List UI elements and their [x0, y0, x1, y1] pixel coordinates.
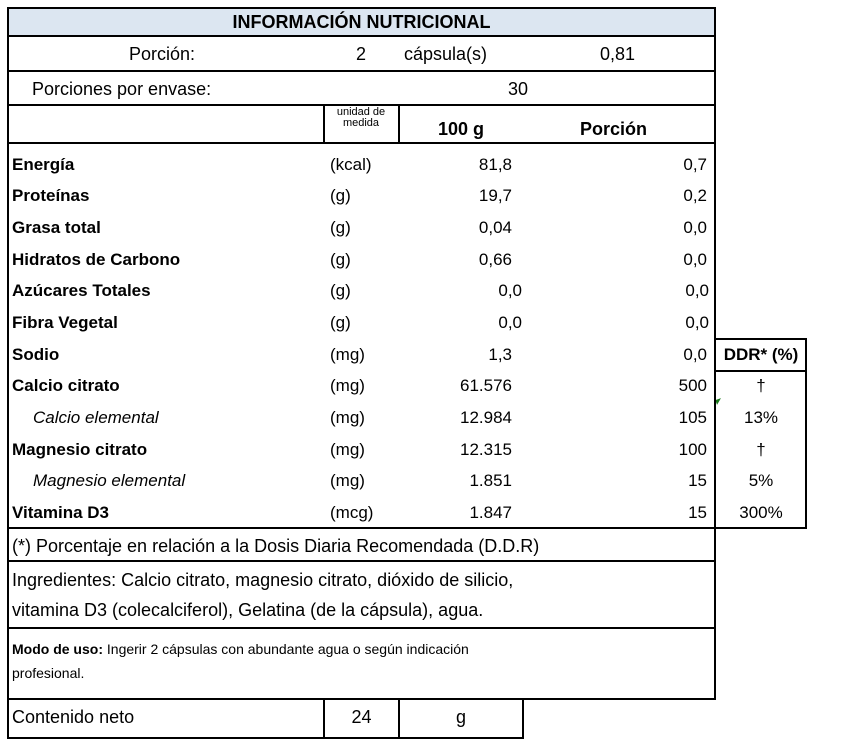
row-name: Magnesio elemental	[33, 471, 186, 490]
unit-column-header: unidad de medida	[336, 106, 386, 129]
ingredients-line-2: vitamina D3 (colecalciferol), Gelatina (de la cápsula), agua.	[12, 600, 484, 620]
row-unit: (g)	[330, 186, 351, 205]
border	[522, 698, 524, 739]
border	[7, 7, 9, 739]
border	[398, 698, 400, 739]
row-name: Energía	[12, 155, 75, 174]
row-per100: 0,0	[498, 313, 522, 332]
row-portion: 0,2	[683, 186, 707, 205]
row-per100: 0,04	[478, 218, 512, 237]
net-content-value: 24	[351, 707, 372, 727]
row-per100: 61.576	[460, 376, 512, 395]
row-ddr: 13%	[743, 408, 779, 427]
row-portion: 0,0	[685, 313, 709, 332]
border	[714, 370, 807, 372]
footnote: (*) Porcentaje en relación a la Dosis Diaria Recomendada (D.D.R)	[12, 536, 540, 556]
border	[323, 698, 325, 739]
row-per100: 1.847	[469, 503, 512, 522]
border	[323, 104, 325, 144]
row-portion: 0,0	[683, 250, 707, 269]
row-per100: 0,66	[478, 250, 512, 269]
row-per100: 81,8	[478, 155, 512, 174]
servings-label: Porciones por envase:	[32, 79, 212, 99]
border	[805, 338, 807, 529]
row-unit: (kcal)	[330, 155, 372, 174]
row-name: Proteínas	[12, 186, 90, 205]
row-portion: 500	[678, 376, 707, 395]
row-ddr: 300%	[739, 503, 783, 522]
row-name: Calcio elemental	[33, 408, 159, 427]
row-name: Grasa total	[12, 218, 101, 237]
row-unit: (g)	[330, 250, 351, 269]
portion-label: Porción:	[129, 44, 196, 64]
comment-marker-icon	[715, 398, 722, 405]
row-per100: 12.315	[460, 440, 512, 459]
row-unit: (mg)	[330, 345, 365, 364]
row-name: Calcio citrato	[12, 376, 120, 395]
portion-unit: cápsula(s)	[404, 44, 488, 64]
row-name: Hidratos de Carbono	[12, 250, 181, 269]
row-portion: 0,0	[683, 218, 707, 237]
usage-line-1	[12, 642, 469, 656]
usage-text: Ingerir 2 cápsulas con abundante agua o según indicación	[106, 641, 469, 657]
usage-line-2: profesional.	[12, 665, 85, 681]
per100-column-header: 100 g	[438, 119, 485, 139]
row-portion: 100	[678, 440, 707, 459]
row-name: Magnesio citrato	[12, 440, 148, 459]
row-name: Vitamina D3	[12, 503, 110, 522]
net-content-label: Contenido neto	[12, 707, 135, 727]
row-name: Fibra Vegetal	[12, 313, 118, 332]
ingredients-line-1: Ingredientes: Calcio citrato, magnesio citrato, dióxido de silicio,	[12, 570, 514, 590]
border	[7, 35, 716, 37]
row-portion: 15	[688, 471, 707, 490]
row-ddr: 5%	[748, 471, 774, 490]
row-ddr: †	[756, 376, 766, 395]
border	[714, 527, 807, 529]
net-content-unit: g	[455, 707, 466, 727]
row-per100: 1,3	[488, 345, 512, 364]
panel-title: INFORMACIÓN NUTRICIONAL	[232, 12, 491, 32]
border	[7, 560, 716, 562]
border	[7, 737, 524, 739]
row-per100: 19,7	[478, 186, 512, 205]
portion-weight: 0,81	[600, 44, 636, 64]
border	[7, 698, 716, 700]
row-unit: (mg)	[330, 408, 365, 427]
row-unit: (mg)	[330, 471, 365, 490]
row-per100: 0,0	[498, 281, 522, 300]
row-unit: (mg)	[330, 440, 365, 459]
row-portion: 0,0	[683, 345, 707, 364]
border	[7, 7, 716, 9]
row-per100: 1.851	[469, 471, 512, 490]
servings-value: 30	[508, 79, 529, 99]
portion-qty: 2	[356, 44, 367, 64]
border	[7, 527, 716, 529]
row-portion: 15	[688, 503, 707, 522]
portion-column-header: Porción	[580, 119, 648, 139]
border	[7, 142, 716, 144]
border	[714, 7, 716, 700]
row-portion: 0,0	[685, 281, 709, 300]
border	[7, 104, 716, 106]
row-portion: 0,7	[683, 155, 707, 174]
row-unit: (g)	[330, 281, 351, 300]
row-ddr: †	[756, 440, 766, 459]
border	[398, 104, 400, 144]
row-unit: (g)	[330, 218, 351, 237]
row-unit: (mcg)	[330, 503, 374, 522]
row-name: Azúcares Totales	[12, 281, 151, 300]
border	[7, 70, 716, 72]
ddr-column-header: DDR* (%)	[723, 345, 799, 364]
border	[714, 338, 807, 340]
usage-label: Modo de uso:	[12, 641, 103, 657]
row-unit: (mg)	[330, 376, 365, 395]
border	[7, 627, 716, 629]
row-portion: 105	[678, 408, 707, 427]
row-unit: (g)	[330, 313, 351, 332]
row-per100: 12.984	[460, 408, 512, 427]
row-name: Sodio	[12, 345, 60, 364]
